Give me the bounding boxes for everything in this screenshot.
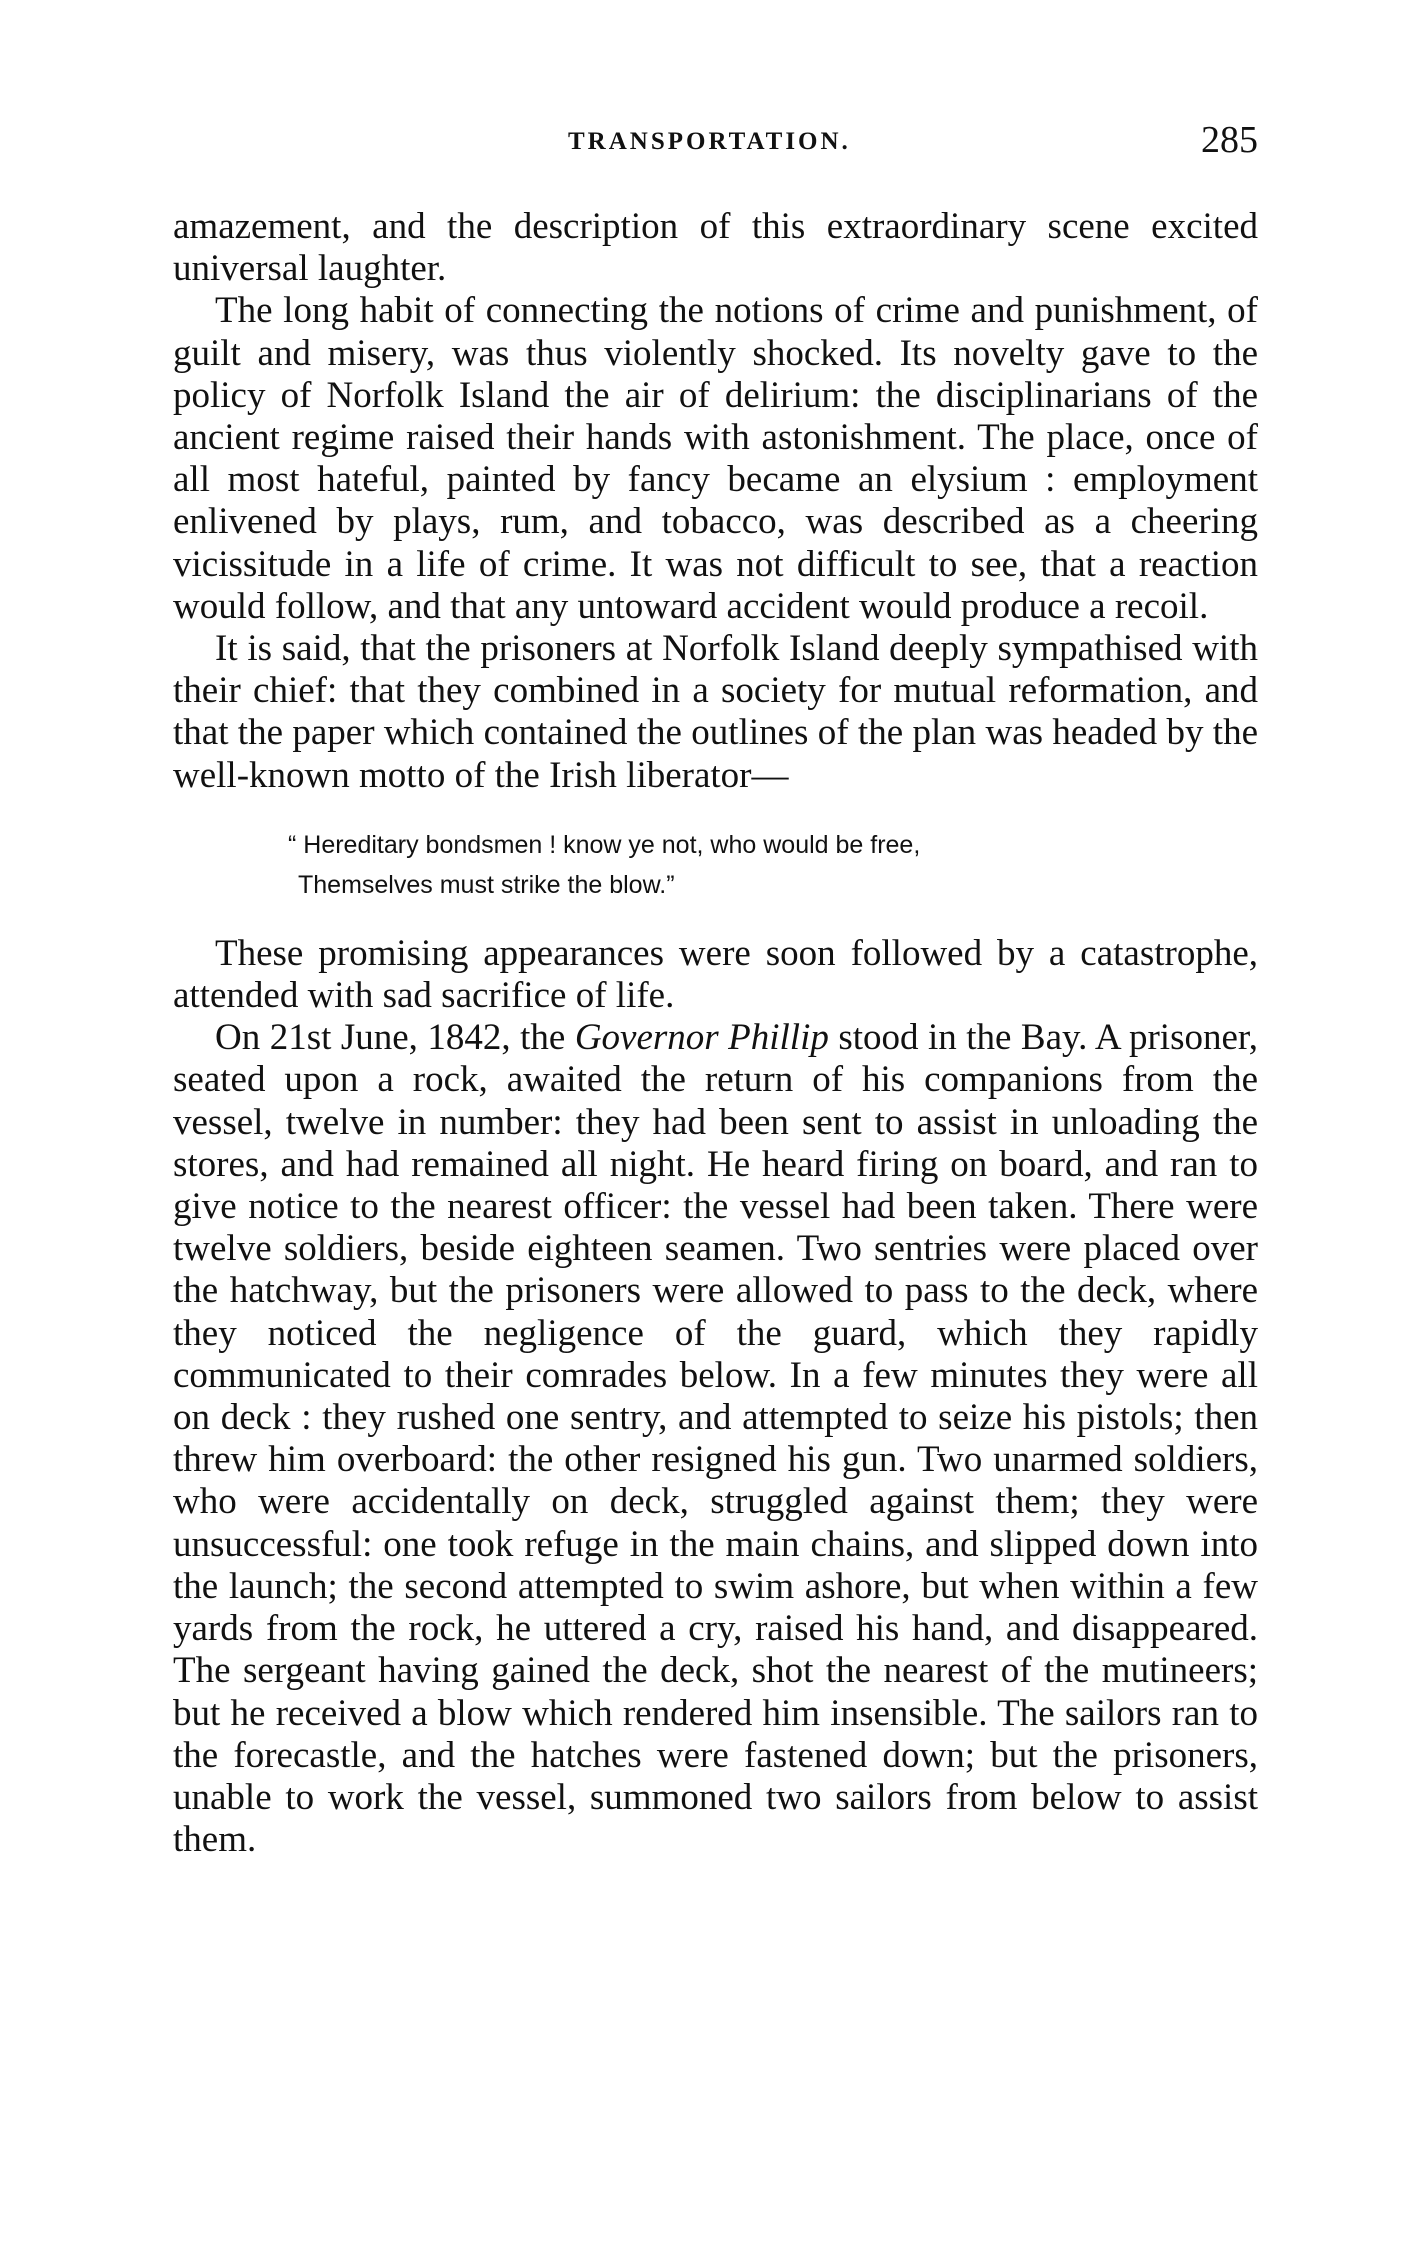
running-title: TRANSPORTATION. (568, 128, 851, 155)
paragraph-catastrophe: These promising appearances were soon followed by a catastrophe, attended with sad sacrifice of life. (173, 932, 1258, 1017)
running-head (173, 118, 1258, 178)
quote-line-2: Themselves must strike the blow.” (298, 870, 675, 899)
paragraph-mutiny (173, 1017, 1258, 1861)
quote-line-1: “ Hereditary bondsmen ! know ye not, who would be free, (288, 830, 921, 859)
verse-quotation (288, 825, 1258, 905)
paragraph-prisoners-sympathy: It is said, that the prisoners at Norfolk Island deeply sympathised with their chief: that they combined in a society for mutual reformation, and that the paper which contained the outlines of the plan was headed by the well-known motto of the Irish liberator— (173, 628, 1258, 796)
paragraph-habit-of-crime: The long habit of connecting the notions of crime and punishment, of guilt and misery, was thus violently shocked. Its novelty gave to the policy of Norfolk Island the air of delirium: the disciplinarians of the ancient regime raised their hands with astonishment. The place, once of all most hateful, painted by fancy became an elysium : employment enlivened by plays, rum, and tobacco, was described as a cheering vicissitude in a life of crime. It was not difficult to see, that a reaction would follow, and that any untoward accident would produce a recoil. (173, 290, 1258, 627)
mutiny-text-start: On 21st June, 1842, the (215, 1017, 575, 1059)
body-text (173, 206, 1258, 1861)
book-page (173, 118, 1258, 1861)
ship-name: Governor Phillip (574, 1017, 829, 1059)
mutiny-text-rest: stood in the Bay. A prisoner, seated upon a rock, awaited the return of his companions from the vessel, twelve in number: they had been sent to assist in unloading the stores, and had remained all night. He heard firing on board, and ran to give notice to the nearest officer: the vessel had been taken. There were twelve soldiers, beside eighteen seamen. Two sentries were placed over the hatchway, but the prisoners were allowed to pass to the deck, where they noticed the negligence of the guard, which they rapidly communicated to their comrades below. In a few minutes they were all on deck : they rushed one sentry, and attempted to seize his pistols; then threw him overboard: the other resigned his gun. Two unarmed soldiers, who were accidentally on deck, struggled against them; they were unsuccessful: one took refuge in the main chains, and slipped down into the launch; the second attempted to swim ashore, but when within a few yards from the rock, he uttered a cry, raised his hand, and disappeared. The sergeant having gained the deck, shot the nearest of the mutineers; but he received a blow which rendered him insensible. The sailors ran to the forecastle, and the hatches were fastened down; but the prisoners, unable to work the vessel, summoned two sailors from below to assist them. (173, 1017, 1258, 1861)
page-number: 285 (1201, 119, 1258, 161)
paragraph-continued: amazement, and the description of this extraordinary scene excited universal laughter. (173, 206, 1258, 290)
